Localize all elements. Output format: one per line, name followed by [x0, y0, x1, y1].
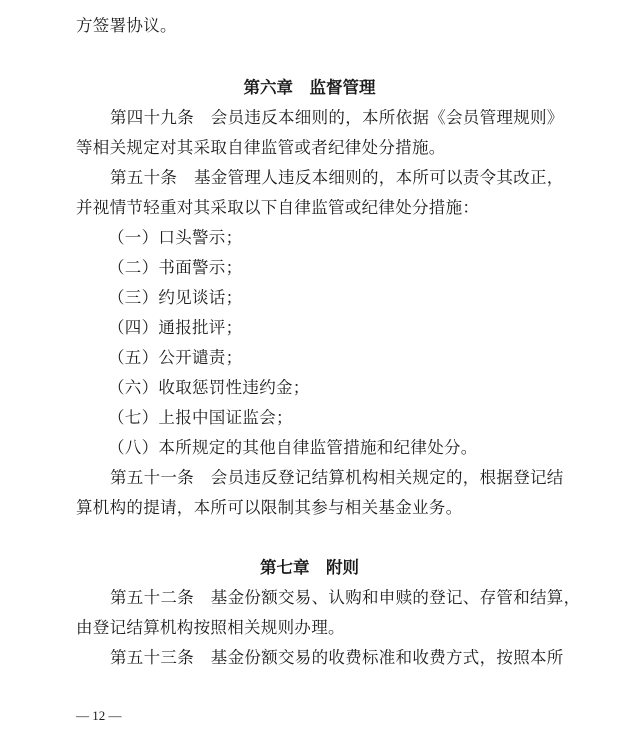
article-50-line-2: 并视情节轻重对其采取以下自律监管或纪律处分措施：	[76, 198, 480, 217]
chapter-heading: 第七章 附则	[260, 558, 359, 577]
article-53-line-1: 第五十三条 基金份额交易的收费标准和收费方式，按照本所	[110, 648, 564, 667]
list-item: （七）上报中国证监会；	[108, 408, 293, 427]
list-item: （三）约见谈话；	[108, 288, 243, 307]
list-item: （四）通报批评；	[108, 318, 243, 337]
text-line: 方签署协议。	[76, 16, 177, 35]
article-50-line-1: 第五十条 基金管理人违反本细则的，本所可以责令其改正，	[110, 168, 564, 187]
article-49-line-1: 第四十九条 会员违反本细则的，本所依据《会员管理规则》	[110, 108, 564, 127]
page-number: — 12 —	[76, 708, 122, 723]
article-52-line-2: 由登记结算机构按照相关规则办理。	[76, 618, 345, 637]
list-item: （二）书面警示；	[108, 258, 243, 277]
article-49-line-2: 等相关规定对其采取自律监管或者纪律处分措施。	[76, 138, 446, 157]
chapter-heading: 第六章 监督管理	[243, 78, 376, 97]
list-item: （五）公开谴责；	[108, 348, 243, 367]
article-51-line-2: 算机构的提请，本所可以限制其参与相关基金业务。	[76, 498, 463, 517]
list-item: （八）本所规定的其他自律监管措施和纪律处分。	[108, 438, 478, 457]
list-item: （六）收取惩罚性违约金；	[108, 378, 310, 397]
list-item: （一）口头警示；	[108, 228, 243, 247]
article-52-line-1: 第五十二条 基金份额交易、认购和申赎的登记、存管和结算，	[110, 588, 581, 607]
article-51-line-1: 第五十一条 会员违反登记结算机构相关规定的，根据登记结	[110, 468, 564, 487]
